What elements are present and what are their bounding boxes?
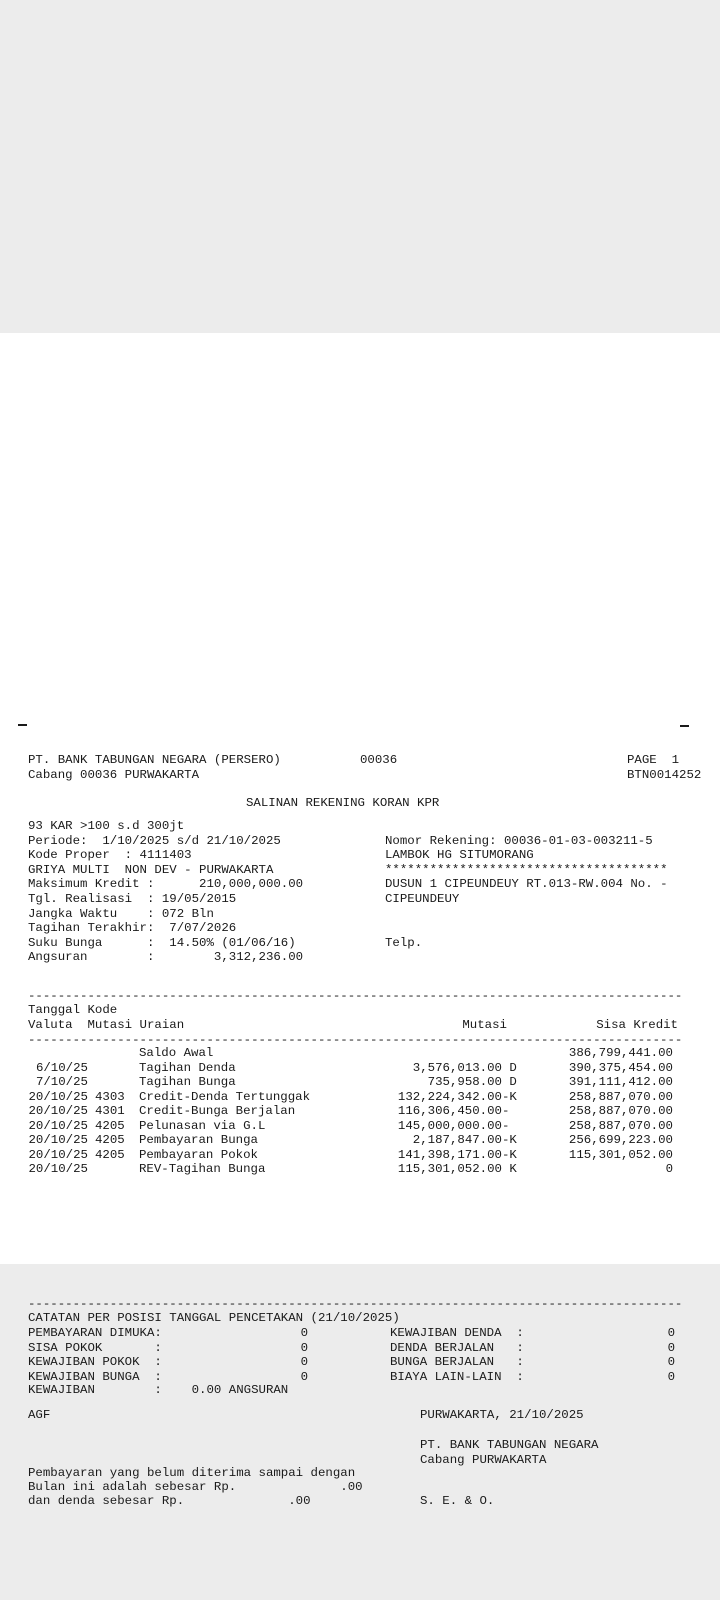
cell-mutasi: 115,301,052.00 xyxy=(397,1162,502,1176)
cell-kode: 4301 xyxy=(95,1104,125,1118)
note-line: dan denda sebesar Rp. .00 xyxy=(28,1494,311,1508)
cell-uraian: Pelunasan via G.L xyxy=(139,1119,266,1133)
account-info-line: GRIYA MULTI NON DEV - PURWAKARTA xyxy=(28,863,274,877)
catatan-label: BIAYA LAIN-LAIN : xyxy=(390,1370,524,1384)
account-info-line: Suku Bunga : 14.50% (01/06/16) xyxy=(28,936,296,950)
note-line: Bulan ini adalah sebesar Rp. .00 xyxy=(28,1480,363,1494)
catatan-title: CATATAN PER POSISI TANGGAL PENCETAKAN (21/10/2025) xyxy=(28,1311,400,1325)
city-date: PURWAKARTA, 21/10/2025 xyxy=(420,1408,584,1422)
account-number: Nomor Rekening: 00036-01-03-003211-5 xyxy=(385,834,653,848)
catatan-label: BUNGA BERJALAN : xyxy=(390,1355,524,1369)
table-row xyxy=(0,1046,720,1061)
table-row xyxy=(0,1061,720,1076)
cell-kode: 4205 xyxy=(95,1133,125,1147)
separator-line: ---------------------------------------------------------------------------------------- xyxy=(28,989,683,1003)
account-info-line: Jangka Waktu : 072 Bln xyxy=(28,907,214,921)
catatan-value: 0 xyxy=(667,1355,675,1369)
cell-mutasi: 735,958.00 xyxy=(427,1075,502,1089)
cell-uraian: Tagihan Denda xyxy=(139,1061,236,1075)
cell-sisa-kredit: 391,111,412.00 xyxy=(568,1075,673,1089)
col-header-mutasi: Mutasi xyxy=(462,1018,507,1032)
cell-dk-flag: -K xyxy=(502,1148,517,1162)
cell-sisa-kredit: 386,799,441.00 xyxy=(568,1046,673,1060)
catatan-value: 0 xyxy=(300,1341,308,1355)
cell-kode: 4205 xyxy=(95,1148,125,1162)
cell-uraian: Tagihan Bunga xyxy=(139,1075,236,1089)
catatan-value: 0 xyxy=(667,1326,675,1340)
separator-line: ---------------------------------------------------------------------------------------- xyxy=(28,1297,683,1311)
cell-sisa-kredit: 0 xyxy=(665,1162,673,1176)
signature-branch: Cabang PURWAKARTA xyxy=(420,1453,547,1467)
table-header-line2: Valuta Mutasi Uraian xyxy=(28,1018,185,1032)
stray-dash-right xyxy=(680,725,689,727)
catatan-label: KEWAJIBAN DENDA : xyxy=(390,1326,524,1340)
cell-uraian: Pembayaran Pokok xyxy=(139,1148,258,1162)
telp-label: Telp. xyxy=(385,936,423,950)
report-title: SALINAN REKENING KORAN KPR xyxy=(246,796,440,810)
catatan-value: 0 xyxy=(667,1370,675,1384)
separator-line: ---------------------------------------------------------------------------------------- xyxy=(28,1033,683,1047)
catatan-row xyxy=(0,1355,720,1370)
cell-kode: 4303 xyxy=(95,1090,125,1104)
bank-name: PT. BANK TABUNGAN NEGARA (PERSERO) xyxy=(28,753,281,767)
table-row xyxy=(0,1148,720,1163)
cell-sisa-kredit: 258,887,070.00 xyxy=(568,1104,673,1118)
table-row xyxy=(0,1090,720,1105)
cell-sisa-kredit: 258,887,070.00 xyxy=(568,1119,673,1133)
cell-mutasi: 132,224,342.00 xyxy=(397,1090,502,1104)
cell-dk-flag: -K xyxy=(502,1133,517,1147)
cell-dk-flag: - xyxy=(502,1104,510,1118)
cell-uraian: REV-Tagihan Bunga xyxy=(139,1162,266,1176)
cell-tanggal: 20/10/25 xyxy=(28,1104,88,1118)
cell-tanggal: 20/10/25 xyxy=(28,1133,88,1147)
cell-dk-flag: D xyxy=(502,1061,517,1075)
catatan-label: DENDA BERJALAN : xyxy=(390,1341,524,1355)
catatan-label: KEWAJIBAN BUNGA : xyxy=(28,1370,162,1384)
catatan-row xyxy=(0,1341,720,1356)
catatan-label: PEMBAYARAN DIMUKA: xyxy=(28,1326,162,1340)
table-row xyxy=(0,1104,720,1119)
table-row xyxy=(0,1162,720,1177)
cell-sisa-kredit: 115,301,052.00 xyxy=(568,1148,673,1162)
cell-uraian: Pembayaran Bunga xyxy=(139,1133,258,1147)
kewajiban-angsuran-line: KEWAJIBAN : 0.00 ANGSURAN xyxy=(28,1383,289,1397)
cell-tanggal: 20/10/25 xyxy=(28,1119,88,1133)
cell-tanggal: 7/10/25 xyxy=(35,1075,88,1089)
stray-dash-left xyxy=(18,724,27,726)
cell-mutasi: 116,306,450.00 xyxy=(397,1104,502,1118)
table-row xyxy=(0,1075,720,1090)
address-mask: ************************************** xyxy=(385,863,668,877)
cell-mutasi: 2,187,847.00 xyxy=(412,1133,502,1147)
page-number: PAGE 1 xyxy=(627,753,680,767)
table-row xyxy=(0,1133,720,1148)
catatan-value: 0 xyxy=(667,1341,675,1355)
catatan-label: KEWAJIBAN POKOK : xyxy=(28,1355,162,1369)
cell-uraian: Credit-Bunga Berjalan xyxy=(139,1104,296,1118)
account-info-line: Tgl. Realisasi : 19/05/2015 xyxy=(28,892,237,906)
account-info-line: Angsuran : 3,312,236.00 xyxy=(28,950,304,964)
cell-mutasi: 145,000,000.00 xyxy=(397,1119,502,1133)
account-info-line: Tagihan Terakhir: 7/07/2026 xyxy=(28,921,237,935)
catatan-value: 0 xyxy=(300,1355,308,1369)
table-header-line1: Tanggal Kode xyxy=(28,1003,118,1017)
cell-uraian: Credit-Denda Tertunggak xyxy=(139,1090,311,1104)
note-line: Pembayaran yang belum diterima sampai dengan xyxy=(28,1466,356,1480)
branch-line: Cabang 00036 PURWAKARTA xyxy=(28,768,200,782)
cell-uraian: Saldo Awal xyxy=(139,1046,214,1060)
account-info-line: Kode Proper : 4111403 xyxy=(28,848,192,862)
account-info-line: Maksimum Kredit : 210,000,000.00 xyxy=(28,877,304,891)
catatan-value: 0 xyxy=(300,1326,308,1340)
address-line: DUSUN 1 CIPEUNDEUY RT.013-RW.004 No. - xyxy=(385,877,668,891)
cell-dk-flag: D xyxy=(502,1075,517,1089)
cell-dk-flag: -K xyxy=(502,1090,517,1104)
seo-label: S. E. & O. xyxy=(420,1494,495,1508)
branch-code: 00036 xyxy=(360,753,398,767)
doc-number: BTN0014252 xyxy=(627,768,702,782)
account-info-line: Periode: 1/10/2025 s/d 21/10/2025 xyxy=(28,834,281,848)
cell-tanggal: 6/10/25 xyxy=(35,1061,88,1075)
catatan-row xyxy=(0,1326,720,1341)
col-header-sisa-kredit: Sisa Kredit xyxy=(596,1018,678,1032)
cell-sisa-kredit: 258,887,070.00 xyxy=(568,1090,673,1104)
cell-tanggal: 20/10/25 xyxy=(28,1148,88,1162)
agf-label: AGF xyxy=(28,1408,51,1422)
cell-tanggal: 20/10/25 xyxy=(28,1090,88,1104)
catatan-label: SISA POKOK : xyxy=(28,1341,162,1355)
address-city: CIPEUNDEUY xyxy=(385,892,460,906)
cell-tanggal: 20/10/25 xyxy=(28,1162,88,1176)
cell-dk-flag: K xyxy=(502,1162,517,1176)
customer-name: LAMBOK HG SITUMORANG xyxy=(385,848,534,862)
catatan-value: 0 xyxy=(300,1370,308,1384)
cell-mutasi: 3,576,013.00 xyxy=(412,1061,502,1075)
statement-page xyxy=(0,333,720,1508)
signature-bank: PT. BANK TABUNGAN NEGARA xyxy=(420,1438,599,1452)
account-info-line: 93 KAR >100 s.d 300jt xyxy=(28,819,185,833)
cell-dk-flag: - xyxy=(502,1119,510,1133)
table-row xyxy=(0,1119,720,1134)
cell-sisa-kredit: 390,375,454.00 xyxy=(568,1061,673,1075)
cell-kode: 4205 xyxy=(95,1119,125,1133)
cell-mutasi: 141,398,171.00 xyxy=(397,1148,502,1162)
cell-sisa-kredit: 256,699,223.00 xyxy=(568,1133,673,1147)
